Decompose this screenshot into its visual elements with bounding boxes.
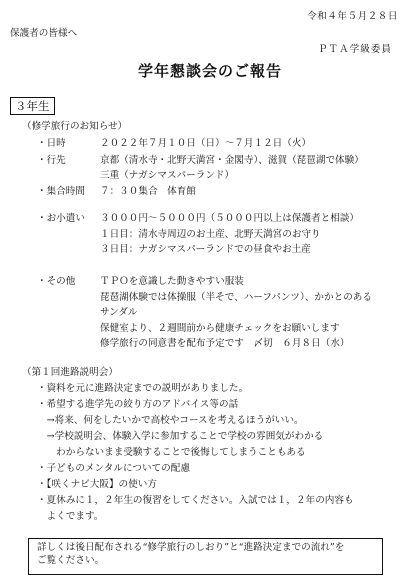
trip-item-value: 琵琶湖体験では体操服（半そで、ハーフパンツ）、かかとのある [100, 292, 372, 303]
document-date: 令和４年５月２８日 [307, 11, 398, 22]
trip-item-value: １日目：清水寺周辺のお土産、北野天満宮のお守り [100, 229, 321, 240]
trip-item-value: ＴＰＯを意識した動きやすい服装 [100, 276, 244, 287]
trip-item-label: ・その他 [37, 276, 76, 287]
trip-item-value: 修学旅行の同意書を配布予定です 〆切 ６月８日（水） [100, 338, 350, 349]
meeting-line: →将来、何をしたいかで高校やコースを考えるほうがいい。 [37, 415, 304, 426]
trip-item-value: ７：３０集合 体育館 [100, 186, 196, 197]
sender-line: ＰＴＡ学級委員 [317, 44, 392, 55]
document-title: 学年懇談会のご報告 [137, 62, 282, 80]
trip-item-value: ２０２２年７月１０日（日）～７月１２日（火） [100, 138, 312, 149]
meeting-line: よくでます。 [37, 511, 104, 522]
trip-item-label: ・日時 [37, 138, 66, 149]
meeting-line: ・子どものメンタルについての配慮 [37, 463, 190, 474]
trip-item-label: ・行先 [37, 155, 66, 166]
trip-item-label: ・集合時間 [37, 186, 85, 197]
trip-item-value: 保健室より、２週間前から健康チェックをお願いします [100, 323, 340, 334]
meeting-line: →学校説明会、体験入学に参加することで学校の雰囲気がわかる [37, 431, 324, 442]
trip-item-value: 京都（清水寺・北野天満宮・金閣寺）、滋賀（琵琶湖で体験） [100, 155, 364, 166]
meeting-line: ・【咲くナビ大阪】の使い方 [37, 479, 157, 490]
recipient-line: 保護者の皆様へ [10, 28, 78, 39]
notice-box [28, 538, 383, 575]
trip-item-value: ３０００円～５０００円（５０００円以上は保護者と相談） [100, 213, 360, 224]
notice-line: 詳しくは後日配布される“修学旅行のしおり”と“進路決定までの流れ”を [37, 542, 345, 553]
trip-heading: （修学旅行のお知らせ） [22, 121, 128, 132]
meeting-line: わからないまま受験することで後悔してしまうこともある [37, 447, 306, 458]
meeting-heading: （第１回進路説明会） [22, 367, 118, 378]
meeting-line: ・希望する進学先の絞り方のアドバイス等の話 [37, 399, 239, 410]
trip-item-value: 三重（ナガシマスパーランド） [100, 170, 235, 181]
trip-item-value: ３日目：ナガシマスパーランドでの昼食やお土産 [100, 244, 311, 255]
trip-item-value: サンダル [100, 307, 138, 318]
trip-item-label: ・お小遣い [37, 213, 85, 224]
meeting-line: ・夏休みに１，２年生の復習をしてください。入試では１，２年の内容も [37, 495, 354, 506]
notice-line: ご覧ください。 [37, 554, 105, 566]
grade-label: ３年生 [10, 97, 55, 115]
meeting-line: ・資料を元に進路決定までの説明がありました。 [37, 383, 249, 394]
